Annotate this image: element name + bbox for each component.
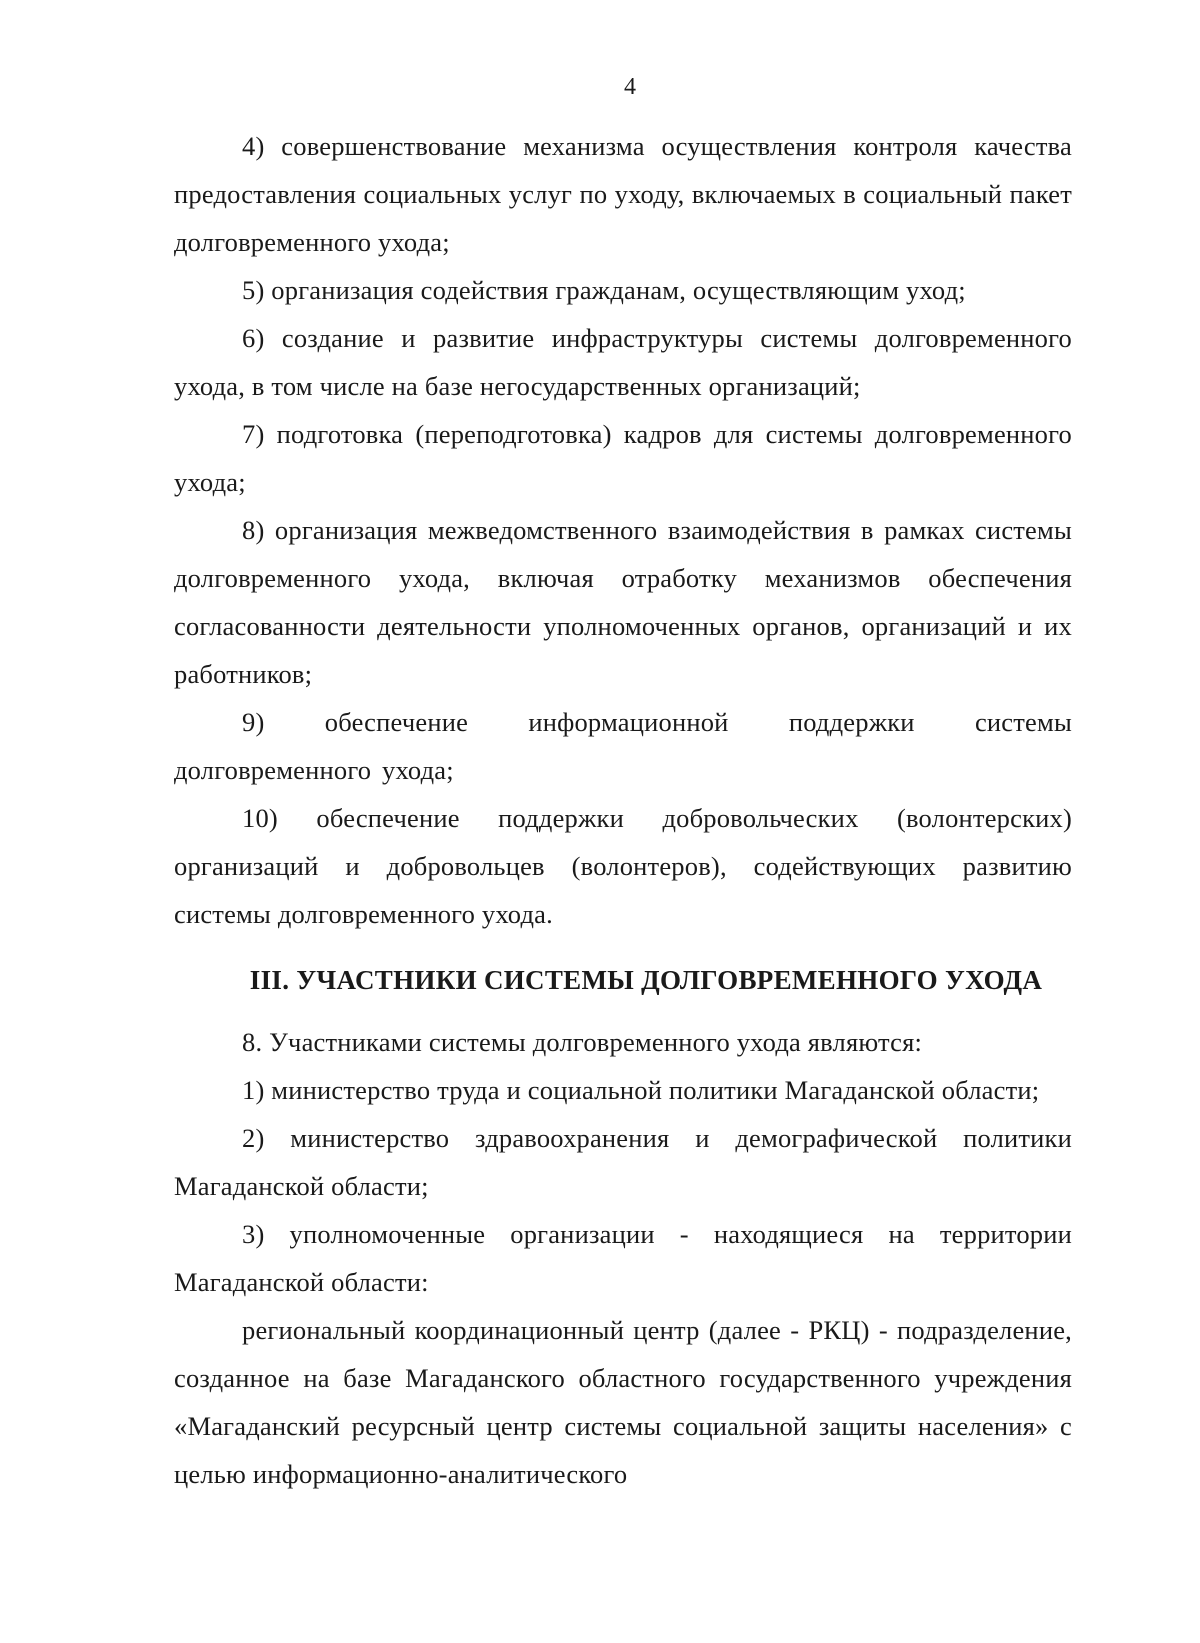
paragraph-participant-2: 2) министерство здравоохранения и демографической политики Магаданской области;	[174, 1123, 1072, 1201]
section-heading: III. УЧАСТНИКИ СИСТЕМЫ ДОЛГОВРЕМЕННОГО УХОДА	[249, 965, 1043, 995]
paragraph-item-9: 9) обеспечение информационной поддержки системы долговременного ухода;	[174, 707, 1072, 785]
paragraph-rkc: региональный координационный центр (далее - РКЦ) - подразделение, созданное на базе Магаданского областного государственного учреждения «Магаданский ресурсный центр системы социальной защиты населения» с целью информационно-аналитического	[174, 1315, 1072, 1489]
paragraph-participants-intro: 8. Участниками системы долговременного ухода являются:	[242, 1027, 923, 1057]
paragraph-item-4: 4) совершенствование механизма осуществления контроля качества предоставления социальных услуг по уходу, включаемых в социальный пакет долговременного ухода;	[174, 131, 1072, 257]
paragraph-item-8: 8) организация межведомственного взаимодействия в рамках системы долговременного ухода, включая отработку механизмов обеспечения согласованности деятельности уполномоченных органов, организаций и их работников;	[174, 515, 1072, 689]
page-number: 4	[624, 74, 636, 100]
paragraph-item-6: 6) создание и развитие инфраструктуры системы долговременного ухода, в том числе на базе негосударственных организаций;	[174, 323, 1072, 401]
document-body	[174, 122, 1072, 1498]
paragraph-item-7: 7) подготовка (переподготовка) кадров для системы долговременного ухода;	[174, 419, 1072, 497]
paragraph-item-10: 10) обеспечение поддержки добровольческих (волонтерских) организаций и добровольцев (волонтеров), содействующих развитию системы долговременного ухода.	[174, 803, 1072, 929]
paragraph-participant-3: 3) уполномоченные организации - находящиеся на территории Магаданской области:	[174, 1219, 1072, 1297]
paragraph-participant-1: 1) министерство труда и социальной политики Магаданской области;	[242, 1075, 1040, 1105]
paragraph-item-5: 5) организация содействия гражданам, осуществляющим уход;	[242, 275, 966, 305]
